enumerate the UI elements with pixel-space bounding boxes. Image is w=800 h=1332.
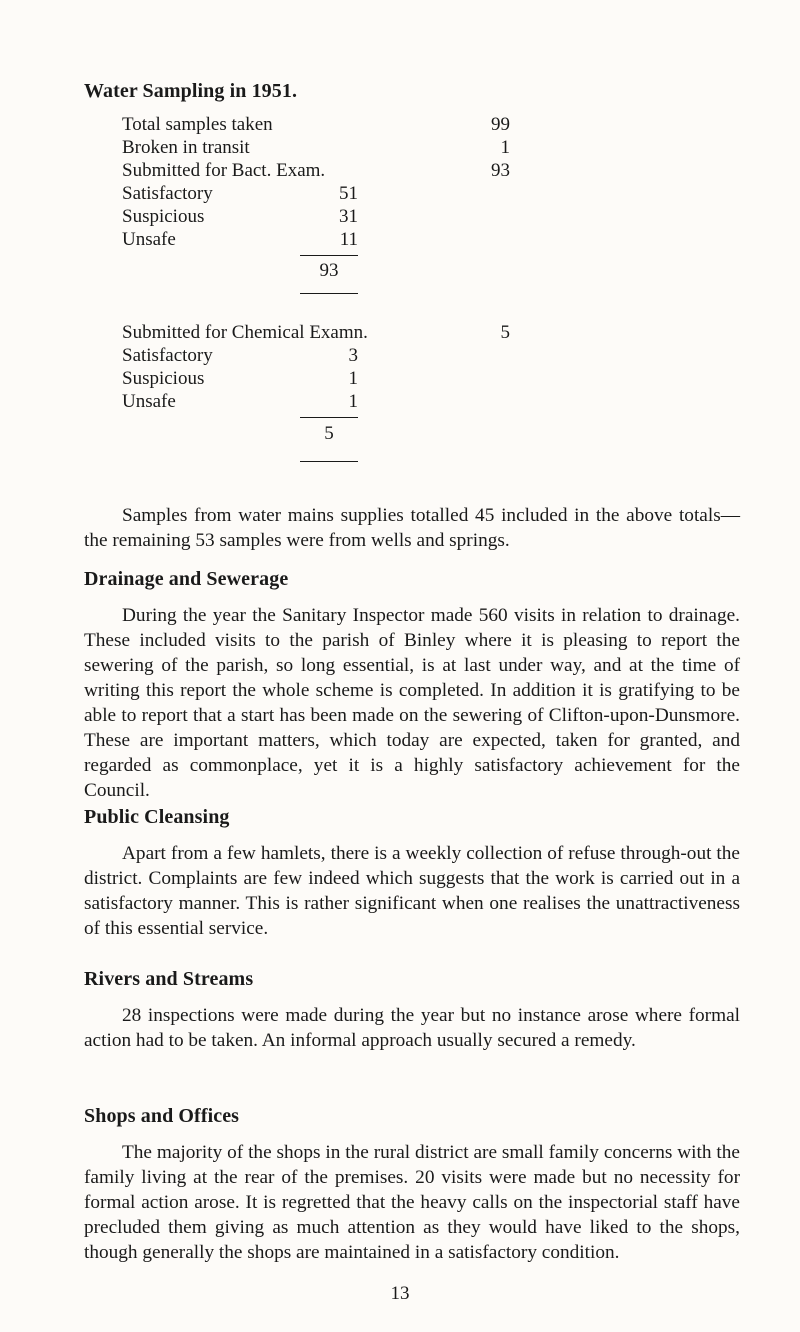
chem-satisfactory-value: 3 xyxy=(348,345,358,366)
total-samples-value: 99 xyxy=(491,114,510,135)
chem-exam-label: Submitted for Chemical Examn. xyxy=(122,322,368,343)
bact-sum-rule-top xyxy=(300,255,358,256)
chem-exam-value: 5 xyxy=(500,322,510,343)
bact-unsafe-value: 11 xyxy=(339,229,358,250)
chem-sum-value: 5 xyxy=(324,423,334,444)
chem-suspicious-value: 1 xyxy=(348,368,358,389)
rivers-streams-paragraph: 28 inspections were made during the year but no instance arose where formal action had to be taken. An informal approach usually secured a remedy. xyxy=(84,1005,740,1051)
bact-unsafe-label: Unsafe xyxy=(122,229,176,250)
bact-sum-rule-bottom xyxy=(300,293,358,294)
bact-exam-value: 93 xyxy=(491,160,510,181)
rivers-streams-heading: Rivers and Streams xyxy=(84,968,254,990)
chem-satisfactory-label: Satisfactory xyxy=(122,345,213,366)
page-number: 13 xyxy=(390,1283,410,1304)
public-cleansing-heading: Public Cleansing xyxy=(84,806,230,828)
total-samples-label: Total samples taken xyxy=(122,114,273,135)
bact-suspicious-label: Suspicious xyxy=(122,206,205,227)
bact-satisfactory-value: 51 xyxy=(339,183,358,204)
bact-suspicious-value: 31 xyxy=(339,206,358,227)
bact-exam-label: Submitted for Bact. Exam. xyxy=(122,160,326,181)
bact-sum-value: 93 xyxy=(319,260,339,281)
broken-transit-value: 1 xyxy=(500,137,510,158)
water-sampling-heading: Water Sampling in 1951. xyxy=(84,80,298,102)
public-cleansing-paragraph: Apart from a few hamlets, there is a weekly collection of refuse through-out the district. Complaints are few indeed which suggests that the work is carried out in a satisfactory manner. This is rather significant when one realises the unattractiveness of this essential service. xyxy=(84,843,740,939)
mains-supplies-paragraph: Samples from water mains supplies totalled 45 included in the above totals—the remaining 53 samples were from wells and springs. xyxy=(84,505,740,551)
chem-unsafe-value: 1 xyxy=(348,391,358,412)
drainage-paragraph: During the year the Sanitary Inspector made 560 visits in relation to drainage. These included visits to the parish of Binley where it is pleasing to report the sewering of the parish, so long essential, is at last under way, and at the time of writing this report the whole scheme is completed. In addition it is gratifying to be able to report that a start has been made on the sewering of Clifton-upon-Dunsmore. These are important matters, which today are expected, taken for granted, and regarded as commonplace, yet it is a highly satisfactory achievement for the Council. xyxy=(84,605,740,801)
chem-sum-rule-bottom xyxy=(300,461,358,462)
chem-sum-rule-top xyxy=(300,417,358,418)
bact-satisfactory-label: Satisfactory xyxy=(122,183,213,204)
broken-transit-label: Broken in transit xyxy=(122,137,250,158)
shops-offices-heading: Shops and Offices xyxy=(84,1105,240,1127)
shops-offices-paragraph: The majority of the shops in the rural district are small family concerns with the family living at the rear of the premises. 20 visits were made but no necessity for formal action arose. It is regretted that the heavy calls on the inspectorial staff have precluded them giving as much attention as they would have liked to the shops, though generally the shops are maintained in a satisfactory condition. xyxy=(84,1142,740,1263)
chem-suspicious-label: Suspicious xyxy=(122,368,205,389)
drainage-heading: Drainage and Sewerage xyxy=(84,568,289,590)
chem-unsafe-label: Unsafe xyxy=(122,391,176,412)
